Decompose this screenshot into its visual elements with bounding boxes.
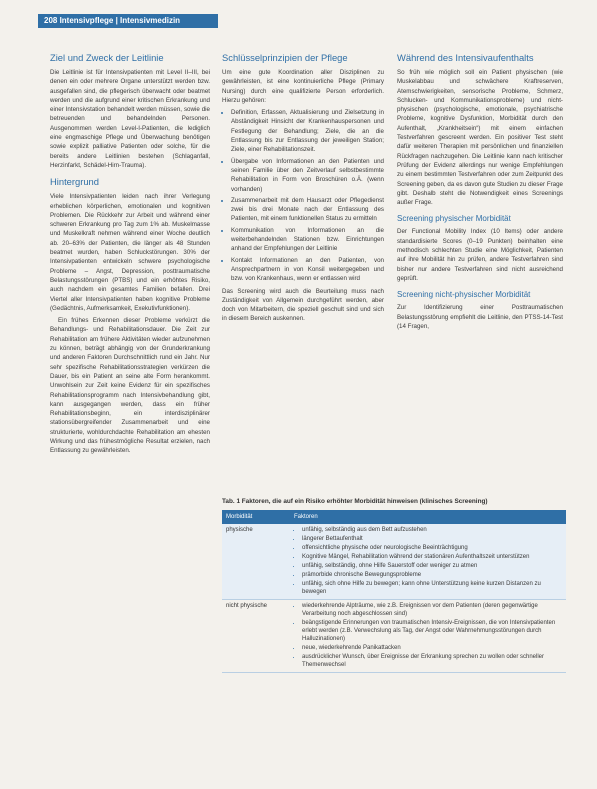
morbidity-table bbox=[222, 510, 566, 673]
paragraph-nonphysical-screening: Zur Identifizierung einer Posttraumatischen Belastungsstörung empfiehlt die Leitlinie, den PTSS-14-Test (14 Fragen, bbox=[397, 304, 563, 330]
table-cell-category: physische bbox=[222, 524, 290, 600]
morbidity-table-block bbox=[222, 497, 566, 673]
column-left bbox=[50, 52, 210, 459]
paragraph-physical-screening: Der Functional Mobility Index (10 Items) oder andere standardisierte Scores (0–19 Punkten) beinhalten eine methodisch schlechten Studie eine Möglichkeit, Patienten auf ihre Mobilität hin zu prüfen, andere Testverfahren sind bisher nur andere Testverfahren sind nicht ausreichend geprüft. bbox=[397, 228, 563, 282]
list-item: • unfähig, selbständig, ohne Hilfe Sauerstoff oder weniger zu atmen bbox=[302, 562, 562, 570]
list-item: • offensichtliche physische oder neurologische Beeinträchtigung bbox=[302, 544, 562, 552]
list-item: • ausdrücklicher Wunsch, über Ereignisse der Erkrankung sprechen zu wollen oder schneller Themenwechsel bbox=[302, 653, 562, 669]
paragraph-principles-intro: Um eine gute Koordination aller Disziplinen zu gewährleisten, ist eine kontinuierliche Pflege (Primary Nursing) durch eine qualifizierte Person erforderlich. Hierzu gehören: bbox=[222, 69, 384, 104]
section-heading-icu-stay: Während des Intensivaufenthalts bbox=[397, 52, 534, 63]
table-header-factors: Faktoren bbox=[290, 510, 566, 524]
table-header-morbidity: Morbidität bbox=[222, 510, 290, 524]
list-item: • beängstigende Erinnerungen von traumatischen Intensiv-Ereignissen, die von Intensivpatienten erlebt werden (z.B. Verwechslung als Tag, der Angst oder Wahrnehmungsstörungen durch Halluzinationen) bbox=[302, 619, 562, 643]
table-header-row bbox=[222, 510, 566, 524]
running-header: 208 Intensivpflege | Intensivmedizin bbox=[38, 14, 218, 28]
list-item: • unfähig, selbständig aus dem Bett aufzustehen bbox=[302, 526, 562, 534]
column-right bbox=[397, 52, 563, 334]
list-item: • neue, wiederkehrende Panikattacken bbox=[302, 644, 562, 652]
list-item: • wiederkehrende Alpträume, wie z.B. Ereignissen vor dem Patienten (deren gegenwärtige Verarbeitung noch abgeschlossen sind) bbox=[302, 602, 562, 618]
paragraph-screening-assessment: Das Screening wird auch die Beurteilung muss nach Zuständigkeit von Allgemein durchgeführt werden, aber doch von Mitarbeitern, die speziell geschult sind und sich in diesem Bereich auskennen. bbox=[222, 287, 384, 323]
table-row bbox=[222, 524, 566, 600]
list-item: • Definition, Erfassen, Aktualisierung und Zielsetzung in Abständigkeit Hinsicht der Krankenhauspersonen und Festlegung der Behandlung; Ziele, die an die Entlassung bis zur Entlassung der jeweiligen Station; Ziele, einer Rehabilitationszeit. bbox=[231, 108, 384, 154]
table-caption: Tab. 1 Faktoren, die auf ein Risiko erhöhter Morbidität hinweisen (klinisches Screening) bbox=[222, 498, 488, 505]
column-middle bbox=[222, 52, 384, 327]
table-cell-category: nicht physische bbox=[222, 600, 290, 673]
table-cell-factors bbox=[290, 600, 566, 673]
subheading-physical-screening: Screening physischer Morbidität bbox=[397, 214, 511, 224]
section-heading-background: Hintergrund bbox=[50, 176, 99, 188]
list-item: • prämorbide chronische Bewegungsprobleme bbox=[302, 571, 562, 579]
list-item: • unfähig, sich ohne Hilfe zu bewegen; kann ohne Unterstützung keine kurzen Distanzen zu bewegen bbox=[302, 580, 562, 596]
list-item: • Übergabe von Informationen an den Patienten und seinen Familie über den Zeitverlauf selbstbestimmte Rehabilitation in Form von Broschüren o.Ä. (wenn vorhanden) bbox=[231, 157, 384, 194]
list-item: • Kommunikation von Informationen an die weiterbehandelnden Stationen bzw. Einrichtungen anhand der Empfehlungen der Leitlinie bbox=[231, 226, 384, 254]
list-item: • längerer Bettaufenthalt bbox=[302, 535, 562, 543]
list-item: • Kontakt Informationen an den Patienten, von Ansprechpartnern in von Konsil weitergegeben und bzw. von Krankenhaus, wenn er entlassen wird bbox=[231, 256, 384, 284]
table-cell-factors bbox=[290, 524, 566, 600]
paragraph-aim: Die Leitlinie ist für Intensivpatienten mit Level II–III, bei denen ein oder mehrere Organe unterstützt werden bzw. ausgefallen sind, die pflegerisch überwacht oder beatmet werden und die aufgrund einer kritischen Erkrankung und einer Intensivstation behandelt werden müssen, sowie die betreuenden und behandelnden Personen. Ausgenommen werden Level-I-Patienten, die lediglich eine engmaschige Pflege und Überwachung benötigen sowie explizit palliative Patienten oder solche, für die bereits andere Leitlinien bestehen (Schlaganfall, Herzinfarkt, Schädel-Hirn-Trauma). bbox=[50, 69, 210, 169]
section-heading-principles: Schlüsselprinzipien der Pflege bbox=[222, 52, 348, 63]
subheading-nonphysical-screening: Screening nicht-physischer Morbidität bbox=[397, 290, 531, 300]
list-item: • Zusammenarbeit mit dem Hausarzt oder Pflegedienst zwei bis drei Monate nach der Entlassung des Patienten, mit einem funktionellen Status zu ermitteln bbox=[231, 196, 384, 224]
section-heading-aim: Ziel und Zweck der Leitlinie bbox=[50, 52, 164, 63]
paragraph-background-1: Viele Intensivpatienten leiden nach ihrer Verlegung erheblichen körperlichen, emotionalen und kognitiven Problemen. Die Rückkehr zur Arbeit und während einer schweren Erkrankung pro Tag zum 1% ab. Muskelmasse und Muskelkraft nehmen während einer Woche deutlich ab. 20–63% der Patienten, die länger als 48 Stunden beatmet wurden, haben Schluckstörungen. 30% der Intensivpatienten entwickeln schwere psychologische Probleme – Angst, Depression, posttraumatische Belastungsstörungen (PTBS) und ein erhöhtes Risiko, auch nachdem ein gesamtes Familien befallen. Drei Viertel aller Intensivpatienten haben kognitive Probleme (Gedächtnis, Aufmerksamkeit, Exekutivfunktionen). bbox=[50, 193, 210, 312]
list-item: • Kognitive Mängel, Rehabilitation während der stationären Aufenthaltszeit unterstützen bbox=[302, 553, 562, 561]
paragraph-background-2: Ein frühes Erkennen dieser Probleme verkürzt die Behandlungs- und Rehabilitationsdauer. Die Zeit zur Rehabilitation am frühere Aktivitäten wieder aufzunehmen zu können, beträgt abhängig von der Grunderkrankung und anderen Faktoren Durchschnittlich rund ein Jahr. Nur sehr spezifische Rehabilitationsstrategien verkürzen die Dauer, bis ein Patient an seine alte Form herankommt. Unwohlsein zur Zeit keine Evidenz für ein spezifisches Rehabilitationsprogramm nach Intensivbehandlung gibt, kann ausgegangen werden, dass ein früher Rehabilitationsbeginn, ein interdisziplinärer stationsübergreifender Zusammenarbeit und eine strukturierte, wohldurchdachte Rehabilitation am ehesten Wirkung und das frühestmögliche Resultat erzielen, nach Entlassung zu gewährleisten. bbox=[50, 317, 210, 455]
paragraph-icu-stay: So früh wie möglich soll ein Patient physischen (wie Muskelabbau und schwächere Kraftreserven, Atemschwierigkeiten, sensorische Probleme, Schmerz, Schlucken- und Kommunikationsprobleme) und nicht-physischen (psychologische, emotionale, psychiatrische Probleme, kognitive Dysfunktion, Morbidität durch den Aufenthalt, „Krankheitsein“) mit einem einfachen Testverfahren gescreent werden. Ein positiver Test steht dafür weiteren Therapien mit persönlichen und finanziellen Rückfragen nachzugehen. Die Leitlinie kann nach kritischer Prüfung der Evidenz allerdings nur wenige Empfehlungen zu einem bestimmten Testverfahren oder zum Zeitpunkt des Screening geben, da es davon gute Studien zu dieser Frage gibt. Deshalb steht die Notwendigkeit eines Screenings außer Frage. bbox=[397, 69, 563, 207]
factor-list bbox=[294, 526, 562, 596]
factor-list bbox=[294, 602, 562, 669]
table-row bbox=[222, 600, 566, 673]
principles-list bbox=[222, 108, 384, 283]
